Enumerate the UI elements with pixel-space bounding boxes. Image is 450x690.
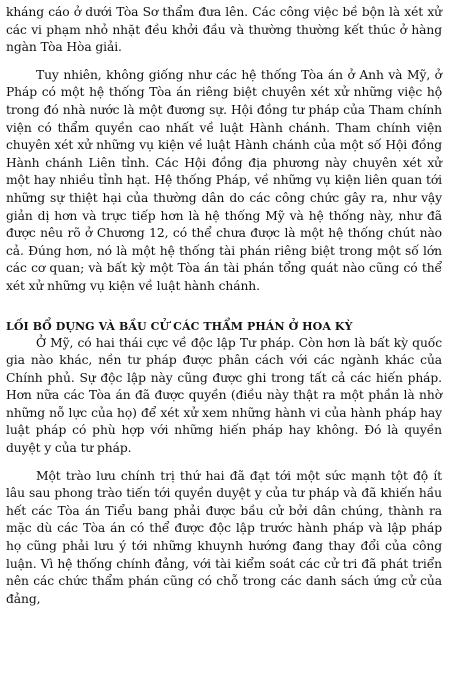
section-heading: LỐI BỔ DỤNG VÀ BẦU CỬ CÁC THẨM PHÁN Ở HOA KỲ: [6, 319, 353, 333]
paragraph-elected-judges: Một trào lưu chính trị thứ hai đã đạt tới một sức mạnh tột độ ít lâu sau phong trào tiến tới quyền duyệt y của tư pháp và đã khiến hầu hết các Tòa án Tiểu bang phải được bầu cử bởi dân chúng, thành ra mặc dù các Tòa án có thể được độc lập trước hành pháp và lập pháp họ cũng phải lưu ý tới những khuynh hướng đang thay đổi của công luận. Vì hệ thống chính đảng, với tài kiểm soát các cử tri đã phát triển nên các chức thẩm phán cũng có chỗ trong các danh sách ứng cử của đảng,: [6, 468, 442, 606]
paragraph-spacer: [6, 458, 442, 468]
paragraph-french-administrative-courts: Tuy nhiên, không giống như các hệ thống Tòa án ở Anh và Mỹ, ở Pháp có một hệ thống Tòa án riêng biệt chuyên xét xử những việc hộ trong đó nhà nước là một đương sự. Hội đồng tư pháp của Tham chính viện có thẩm quyền cao nhất về luật Hành chánh. Tham chính viện chuyên xét xử những vụ kiện về luật Hành chánh của một số Hội đồng Hành chánh Liên tỉnh. Các Hội đồng địa phương này chuyên xét xử một hay nhiều tỉnh hạt. Hệ thống Pháp, về những vụ kiện liên quan tới những sự thiệt hại của thường dân do các công chức gây ra, như vậy giản dị hơn và trực tiếp hơn là hệ thống Mỹ và hệ thống này, như đã được nêu rõ ở Chương 12, có thể chưa được là một hệ thống chút nào cả. Đúng hơn, nó là một hệ thống tài phán riêng biệt trong một số lớn các cơ quan; và bất kỳ một Tòa án tài phán tổng quát nào cũng có thể xét xử những vụ kiện về luật hành chánh.: [6, 67, 442, 293]
paragraph-continuation: kháng cáo ở dưới Tòa Sơ thẩm đưa lên. Các công việc bề bộn là xét xử các vi phạm nhỏ nhặt đều khởi đầu và thường thường kết thúc ở hàng ngàn Tòa Hòa giải.: [6, 5, 442, 55]
paragraph-judicial-independence: Ở Mỹ, có hai thái cực về độc lập Tư pháp. Còn hơn là bất kỳ quốc gia nào khác, nền tư pháp được phân cách với các ngành khác của Chính phủ. Sự độc lập này cũng được ghi trong tất cả các hiến pháp. Hơn nữa các Tòa án đã được quyền (điều này thật ra một phần là nhờ những nỗ lực của họ) để xét xử xem những hành vi của hành pháp hay luật pháp có phù hợp với những hiến pháp hay không. Đó là quyền duyệt y của tư pháp.: [6, 335, 442, 456]
section-spacer: [6, 296, 442, 318]
paragraph-spacer: [6, 57, 442, 67]
